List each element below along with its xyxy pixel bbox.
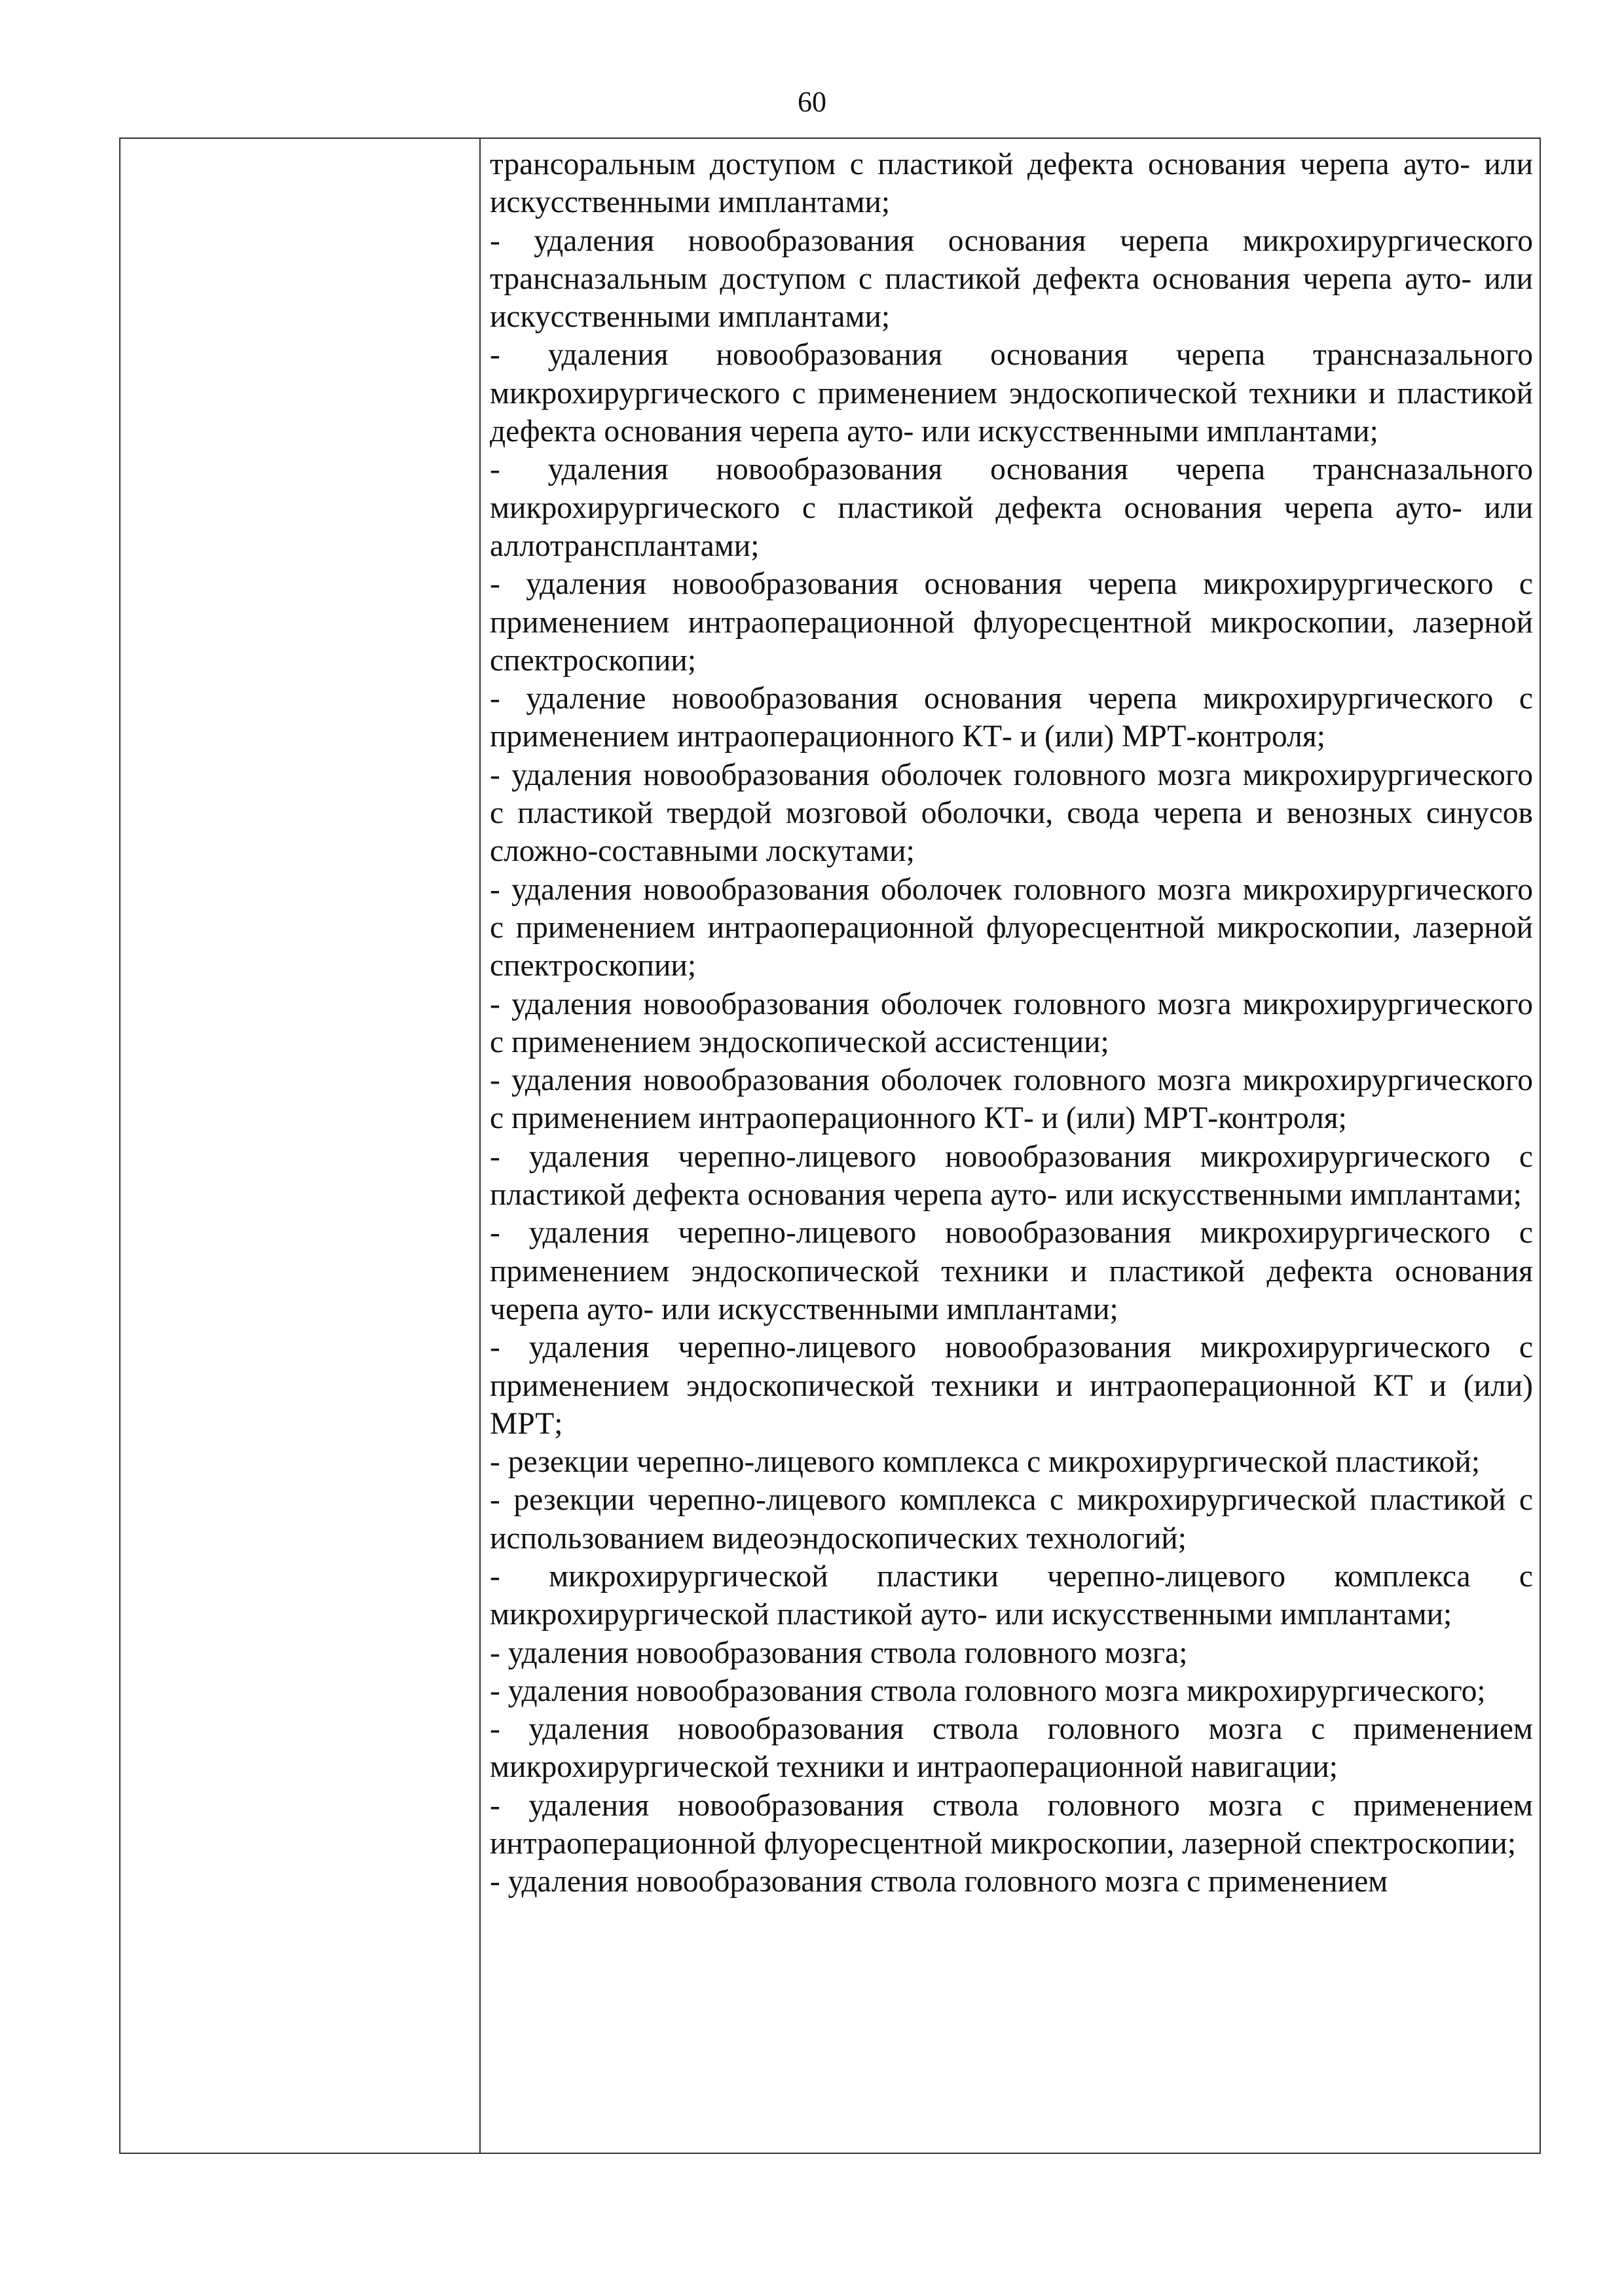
procedure-item: - микрохирургической пластики черепно-лицевого комплекса с микрохирургической пластикой ауто- или искусственными имплантами; [490, 1559, 1533, 1632]
procedure-list [481, 139, 1540, 1901]
procedure-item: - удаления новообразования оболочек головного мозга микрохирургического с применением интраоперационного КТ- и (или) МРТ-контроля; [490, 1063, 1533, 1136]
procedure-item: - удаления новообразования оболочек головного мозга микрохирургического с применением интраоперационной флуоресцентной микроскопии, лазерной спектроскопии; [490, 872, 1533, 983]
procedure-item: - удаление новообразования основания черепа микрохирургического с применением интраоперационного КТ- и (или) МРТ-контроля; [490, 682, 1533, 754]
procedure-item: - удаления новообразования основания черепа микрохирургического трансназальным доступом с пластикой дефекта основания черепа ауто- или искусственными имплантами; [490, 223, 1533, 335]
procedure-item: - удаления новообразования ствола головного мозга; [490, 1635, 1188, 1670]
procedure-item: трансоральным доступом с пластикой дефекта основания черепа ауто- или искусственными имплантами; [490, 147, 1533, 220]
procedure-item: - удаления новообразования основания черепа микрохирургического с применением интраоперационной флуоресцентной микроскопии, лазерной спектроскопии; [490, 567, 1533, 678]
procedure-item: - удаления новообразования основания черепа трансназального микрохирургического с пластикой дефекта основания черепа ауто- или аллотрансплантами; [490, 452, 1533, 563]
page-number: 60 [798, 86, 826, 118]
right-column-cell [480, 138, 1540, 2153]
procedure-item: - удаления новообразования основания черепа трансназального микрохирургического с применением эндоскопической техники и пластикой дефекта основания черепа ауто- или искусственными имплантами; [490, 338, 1533, 449]
procedure-item: - резекции черепно-лицевого комплекса с микрохирургической пластикой; [490, 1445, 1481, 1480]
procedure-item: - удаления новообразования ствола головного мозга с применением [490, 1865, 1388, 1899]
table-row [120, 138, 1540, 2153]
procedure-item: - удаления новообразования оболочек головного мозга микрохирургического с применением эндоскопической ассистенции; [490, 987, 1533, 1059]
procedures-table [119, 137, 1541, 2154]
procedure-item: - удаления черепно-лицевого новообразования микрохирургического с применением эндоскопической техники и пластикой дефекта основания черепа ауто- или искусственными имплантами; [490, 1216, 1533, 1326]
procedure-item: - резекции черепно-лицевого комплекса с микрохирургической пластикой с использованием видеоэндоскопических технологий; [490, 1483, 1533, 1556]
procedure-item: - удаления новообразования оболочек головного мозга микрохирургического с пластикой твердой мозговой оболочки, свода черепа и венозных синусов сложно-составными лоскутами; [490, 757, 1533, 869]
procedure-item: - удаления новообразования ствола головного мозга с применением микрохирургической техники и интраоперационной навигации; [490, 1712, 1533, 1785]
procedure-item: - удаления новообразования ствола головного мозга с применением интраоперационной флуоресцентной микроскопии, лазерной спектроскопии; [490, 1788, 1533, 1861]
procedure-item: - удаления новообразования ствола головного мозга микрохирургического; [490, 1673, 1486, 1708]
procedure-item: - удаления черепно-лицевого новообразования микрохирургического с применением эндоскопической техники и интраоперационной КТ и (или) МРТ; [490, 1330, 1533, 1441]
left-column-cell [120, 138, 480, 2153]
procedure-item: - удаления черепно-лицевого новообразования микрохирургического с пластикой дефекта основания черепа ауто- или искусственными имплантами; [490, 1139, 1533, 1212]
